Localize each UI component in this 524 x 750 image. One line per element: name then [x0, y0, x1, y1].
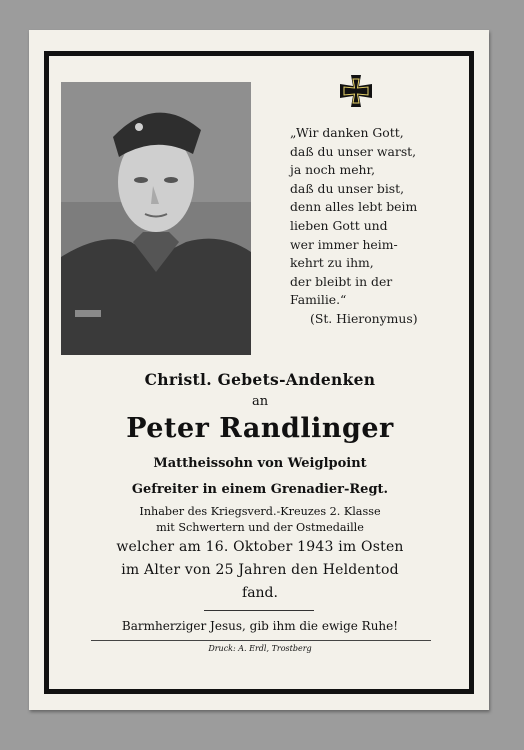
deceased-name: Peter Randlinger [126, 413, 394, 444]
death-line-3: fand. [242, 585, 278, 601]
quote-source: (St. Hieronymus) [310, 310, 418, 326]
prayer-line: Barmherziger Jesus, gib ihm die ewige Ruhe! [121, 619, 399, 633]
soldier-portrait-photo [61, 82, 251, 355]
divider [91, 640, 431, 641]
death-line-2: im Alter von 25 Jahren den Heldentod [121, 562, 399, 578]
card-an: an [251, 394, 269, 409]
divider [204, 610, 314, 611]
honor-line-1: Inhaber des Kriegsverd.-Kreuzes 2. Klasse [139, 505, 381, 518]
quote-line: der bleibt in der [290, 273, 393, 289]
death-line-1: welcher am 16. Oktober 1943 im Osten [116, 539, 404, 555]
quote-block [290, 124, 460, 329]
quote-line: daß du unser warst, [290, 143, 417, 159]
lineage-line: Mattheissohn von Weiglpoint [153, 456, 367, 471]
quote-line: daß du unser bist, [290, 180, 405, 196]
quote-line: ja noch mehr, [290, 162, 376, 178]
iron-cross-icon [338, 73, 374, 109]
rank-line: Gefreiter in einem Grenadier-Regt. [131, 482, 389, 497]
quote-line: „Wir danken Gott, [290, 125, 404, 140]
quote-line: wer immer heim- [290, 236, 398, 252]
quote-line: lieben Gott und [290, 217, 388, 233]
card-heading: Christl. Gebets-Andenken [144, 370, 376, 389]
honor-line-2: mit Schwertern und der Ostmedaille [156, 521, 364, 534]
quote-line: Familie.“ [290, 292, 347, 308]
printer-credit: Druck: A. Erdl, Trostberg [208, 644, 312, 653]
quote-line: kehrt zu ihm, [290, 255, 374, 271]
quote-line: denn alles lebt beim [290, 199, 418, 215]
